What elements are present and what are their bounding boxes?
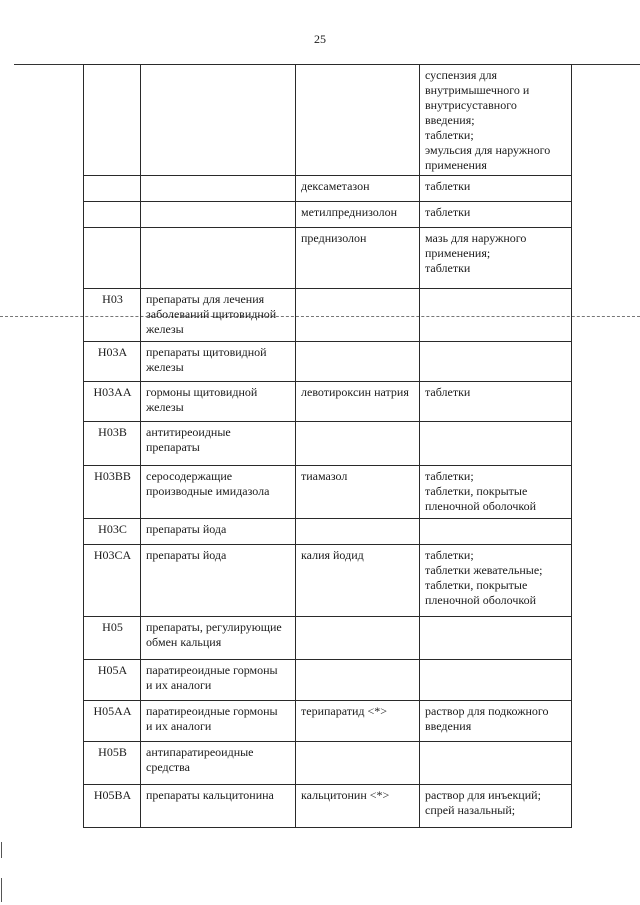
atc-code-cell: H03C	[84, 519, 141, 545]
drug-name-cell	[296, 519, 420, 545]
dosage-form-cell	[420, 660, 572, 701]
atc-code-cell: H05A	[84, 660, 141, 701]
cell-text-line: пленочной оболочкой	[425, 499, 537, 513]
cell-text-line: таблетки жевательные;	[425, 563, 543, 577]
group-name-cell	[141, 701, 296, 742]
cell-text-line: производные имидазола	[146, 484, 270, 498]
cell-text-line: серосодержащие	[146, 469, 233, 483]
cell-text-line: железы	[146, 400, 184, 414]
group-name-cell	[141, 228, 296, 289]
cell-text-line: пленочной оболочкой	[425, 593, 537, 607]
table-row	[84, 176, 572, 202]
cell-text-line: антитиреоидные	[146, 425, 231, 439]
group-name-cell	[141, 342, 296, 382]
drug-name-cell	[296, 617, 420, 660]
dosage-form-cell	[420, 785, 572, 828]
cell-text-line: таблетки;	[425, 469, 474, 483]
cell-text-line: таблетки, покрытые	[425, 484, 528, 498]
atc-code-cell	[84, 202, 141, 228]
group-name-cell	[141, 466, 296, 519]
cell-text-line: таблетки, покрытые	[425, 578, 528, 592]
cell-text-line: дексаметазон	[301, 179, 370, 193]
cell-text-line: кальцитонин <*>	[301, 788, 390, 802]
cell-text-line: паратиреоидные гормоны	[146, 704, 278, 718]
group-name-cell	[141, 65, 296, 176]
cell-text-line: препараты щитовидной	[146, 345, 267, 359]
atc-code-cell	[84, 228, 141, 289]
atc-code-cell: H03BB	[84, 466, 141, 519]
page-number: 25	[314, 32, 326, 46]
dosage-form-cell	[420, 176, 572, 202]
cell-text-line: препараты йода	[146, 522, 227, 536]
cell-text-line: железы	[146, 360, 184, 374]
dosage-form-cell	[420, 202, 572, 228]
cell-text-line: средства	[146, 760, 191, 774]
table-row	[84, 422, 572, 466]
dosage-form-cell	[420, 519, 572, 545]
drug-name-cell	[296, 382, 420, 422]
group-name-cell	[141, 202, 296, 228]
drug-name-cell	[296, 785, 420, 828]
table-row	[84, 228, 572, 289]
group-name-cell	[141, 742, 296, 785]
cell-text-line: препараты йода	[146, 548, 227, 562]
cell-text-line: заболеваний щитовидной	[146, 307, 277, 321]
table-row	[84, 785, 572, 828]
atc-code-cell: H05	[84, 617, 141, 660]
cell-text-line: антипаратиреоидные	[146, 745, 254, 759]
dosage-form-cell	[420, 545, 572, 617]
drug-classification-table	[83, 64, 572, 828]
table-row	[84, 202, 572, 228]
atc-code-cell: H03AA	[84, 382, 141, 422]
dosage-form-cell	[420, 289, 572, 342]
table-row	[84, 742, 572, 785]
atc-code-cell: H05B	[84, 742, 141, 785]
cell-text-line: железы	[146, 322, 184, 336]
table-row	[84, 289, 572, 342]
group-name-cell	[141, 785, 296, 828]
dosage-form-cell	[420, 742, 572, 785]
atc-code-cell	[84, 65, 141, 176]
cell-text-line: введения;	[425, 113, 475, 127]
cell-text-line: и их аналоги	[146, 719, 212, 733]
dosage-form-cell	[420, 422, 572, 466]
drug-name-cell	[296, 228, 420, 289]
cell-text-line: преднизолон	[301, 231, 367, 245]
cell-text-line: паратиреоидные гормоны	[146, 663, 278, 677]
drug-name-cell	[296, 422, 420, 466]
cell-text-line: обмен кальция	[146, 635, 222, 649]
cell-text-line: введения	[425, 719, 472, 733]
dosage-form-cell	[420, 342, 572, 382]
table-row	[84, 617, 572, 660]
drug-name-cell	[296, 466, 420, 519]
group-name-cell	[141, 519, 296, 545]
cell-text-line: применения	[425, 158, 487, 172]
cell-text-line: препараты	[146, 440, 200, 454]
cell-text-line: внутримышечного и	[425, 83, 530, 97]
table-row	[84, 466, 572, 519]
dosage-form-cell	[420, 382, 572, 422]
cell-text-line: метилпреднизолон	[301, 205, 398, 219]
atc-code-cell: H05AA	[84, 701, 141, 742]
cell-text-line: раствор для инъекций;	[425, 788, 541, 802]
cell-text-line: спрей назальный;	[425, 803, 516, 817]
drug-name-cell	[296, 701, 420, 742]
atc-code-cell: H03CA	[84, 545, 141, 617]
cell-text-line: таблетки	[425, 179, 471, 193]
cell-text-line: таблетки	[425, 205, 471, 219]
group-name-cell	[141, 422, 296, 466]
cell-text-line: калия йодид	[301, 548, 364, 562]
drug-name-cell	[296, 342, 420, 382]
table-row	[84, 701, 572, 742]
dosage-form-cell	[420, 228, 572, 289]
table-row	[84, 545, 572, 617]
atc-code-cell	[84, 176, 141, 202]
dosage-form-cell	[420, 65, 572, 176]
atc-code-cell: H03B	[84, 422, 141, 466]
dosage-form-cell	[420, 466, 572, 519]
table-row	[84, 660, 572, 701]
group-name-cell	[141, 660, 296, 701]
cell-text-line: применения;	[425, 246, 491, 260]
table-row	[84, 342, 572, 382]
group-name-cell	[141, 176, 296, 202]
cell-text-line: таблетки	[425, 385, 471, 399]
cell-text-line: препараты кальцитонина	[146, 788, 274, 802]
cell-text-line: раствор для подкожного	[425, 704, 549, 718]
drug-name-cell	[296, 176, 420, 202]
table-row	[84, 519, 572, 545]
group-name-cell	[141, 545, 296, 617]
cell-text-line: гормоны щитовидной	[146, 385, 258, 399]
cell-text-line: внутрисуставного	[425, 98, 517, 112]
cell-text-line: препараты, регулирующие	[146, 620, 282, 634]
cell-text-line: тиамазол	[301, 469, 348, 483]
dosage-form-cell	[420, 701, 572, 742]
cell-text-line: эмульсия для наружного	[425, 143, 551, 157]
cell-text-line: терипаратид <*>	[301, 704, 388, 718]
cell-text-line: таблетки;	[425, 128, 474, 142]
drug-name-cell	[296, 660, 420, 701]
atc-code-cell: H03	[84, 289, 141, 342]
drug-name-cell	[296, 202, 420, 228]
table-row	[84, 382, 572, 422]
atc-code-cell: H05BA	[84, 785, 141, 828]
drug-name-cell	[296, 742, 420, 785]
cell-text-line: таблетки	[425, 261, 471, 275]
drug-name-cell	[296, 65, 420, 176]
cell-text-line: левотироксин натрия	[301, 385, 409, 399]
cell-text-line: суспензия для	[425, 68, 497, 82]
margin-mark	[1, 842, 2, 858]
cell-text-line: мазь для наружного	[425, 231, 527, 245]
drug-name-cell	[296, 545, 420, 617]
margin-mark	[1, 878, 2, 902]
cell-text-line: препараты для лечения	[146, 292, 265, 306]
group-name-cell	[141, 289, 296, 342]
dosage-form-cell	[420, 617, 572, 660]
cell-text-line: и их аналоги	[146, 678, 212, 692]
table-row	[84, 65, 572, 176]
group-name-cell	[141, 382, 296, 422]
group-name-cell	[141, 617, 296, 660]
drug-name-cell	[296, 289, 420, 342]
cell-text-line: таблетки;	[425, 548, 474, 562]
atc-code-cell: H03A	[84, 342, 141, 382]
